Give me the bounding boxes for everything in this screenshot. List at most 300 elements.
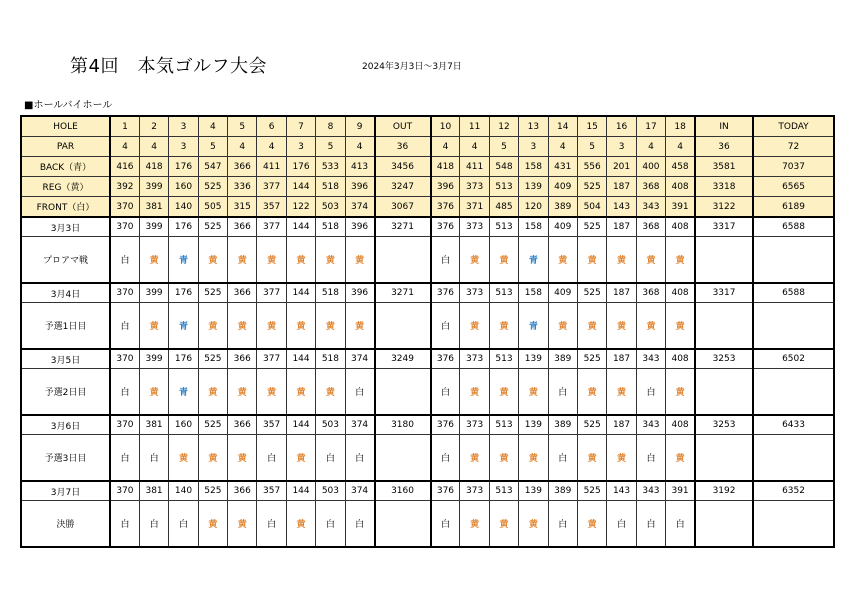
- hole-number: 10: [431, 116, 460, 137]
- hole-value: 518: [316, 283, 345, 303]
- row-label: REG（黄）: [21, 177, 110, 197]
- hole-value: 366: [228, 283, 257, 303]
- hole-value: 139: [519, 481, 548, 501]
- hole-value: 377: [257, 283, 286, 303]
- tee-marker: 白: [636, 369, 665, 416]
- hole-number: 6: [257, 116, 286, 137]
- hole-value: 5: [489, 137, 518, 157]
- in-total: 3581: [695, 157, 753, 177]
- out-total: 3160: [375, 481, 431, 501]
- tee-marker: 白: [139, 501, 168, 548]
- hole-value: 144: [286, 217, 315, 237]
- hole-value: 201: [607, 157, 636, 177]
- tee-marker: 黄: [636, 237, 665, 284]
- hole-value: 381: [139, 481, 168, 501]
- hole-value: 357: [257, 481, 286, 501]
- hole-value: 518: [316, 349, 345, 369]
- tee-marker: 黄: [198, 303, 227, 350]
- hole-number: 7: [286, 116, 315, 137]
- hole-value: 144: [286, 283, 315, 303]
- hole-value: 525: [198, 481, 227, 501]
- hole-value: 505: [198, 197, 227, 218]
- out-blank: [375, 303, 431, 350]
- hole-value: 4: [666, 137, 695, 157]
- day-tee-row: [21, 369, 834, 416]
- tee-marker: 黄: [548, 237, 577, 284]
- tee-marker: 黄: [548, 303, 577, 350]
- hole-value: 366: [228, 217, 257, 237]
- out-total: 3249: [375, 349, 431, 369]
- hole-value: 5: [198, 137, 227, 157]
- yardage-row: [21, 177, 834, 197]
- tee-marker: 黄: [316, 369, 345, 416]
- tee-marker: 黄: [489, 501, 518, 548]
- today-total: 7037: [753, 157, 834, 177]
- hole-value: 381: [139, 415, 168, 435]
- hole-value: 408: [666, 349, 695, 369]
- hole-number: 15: [577, 116, 606, 137]
- hole-value: 366: [228, 415, 257, 435]
- hole-value: 513: [489, 415, 518, 435]
- today-total: 72: [753, 137, 834, 157]
- hole-value: 374: [345, 349, 374, 369]
- tee-marker: 白: [257, 435, 286, 482]
- hole-value: 377: [257, 177, 286, 197]
- hole-value: 373: [460, 349, 489, 369]
- hole-number: 14: [548, 116, 577, 137]
- row-label: PAR: [21, 137, 110, 157]
- day-date: 3月5日: [21, 349, 110, 369]
- hole-value: 343: [636, 481, 665, 501]
- hole-value: 408: [666, 177, 695, 197]
- hole-number: 4: [198, 116, 227, 137]
- hole-value: 418: [139, 157, 168, 177]
- hole-value: 373: [460, 177, 489, 197]
- hole-by-hole-table: [20, 115, 835, 548]
- hole-value: 525: [198, 349, 227, 369]
- hole-value: 370: [110, 283, 139, 303]
- in-blank: [695, 435, 753, 482]
- hole-value: 4: [431, 137, 460, 157]
- hole-value: 368: [636, 283, 665, 303]
- hole-value: 187: [607, 349, 636, 369]
- today-total: 6588: [753, 217, 834, 237]
- today-blank: [753, 501, 834, 548]
- hole-value: 176: [286, 157, 315, 177]
- hole-value: 525: [198, 177, 227, 197]
- hole-value: 357: [257, 415, 286, 435]
- row-label: FRONT（白）: [21, 197, 110, 218]
- hole-value: 4: [636, 137, 665, 157]
- tee-marker: 黄: [139, 303, 168, 350]
- hole-number: 13: [519, 116, 548, 137]
- day-yardage-row: [21, 349, 834, 369]
- hole-value: 392: [110, 177, 139, 197]
- hole-number: 8: [316, 116, 345, 137]
- tee-marker: 黄: [636, 303, 665, 350]
- day-tee-row: [21, 435, 834, 482]
- hole-number: 2: [139, 116, 168, 137]
- hole-value: 376: [431, 481, 460, 501]
- hole-value: 373: [460, 415, 489, 435]
- hole-value: 158: [519, 157, 548, 177]
- hole-value: 503: [316, 197, 345, 218]
- in-blank: [695, 303, 753, 350]
- hole-value: 518: [316, 177, 345, 197]
- round-name: 予選3日目: [21, 435, 110, 482]
- today-total: 6565: [753, 177, 834, 197]
- hole-value: 411: [460, 157, 489, 177]
- in-total: 36: [695, 137, 753, 157]
- out-total: 3271: [375, 217, 431, 237]
- hole-value: 370: [110, 481, 139, 501]
- hole-value: 396: [345, 177, 374, 197]
- hole-value: 373: [460, 283, 489, 303]
- day-tee-row: [21, 501, 834, 548]
- tee-marker: 青: [169, 303, 198, 350]
- today-blank: [753, 303, 834, 350]
- tee-marker: 黄: [607, 303, 636, 350]
- tee-marker: 黄: [666, 303, 695, 350]
- tee-marker: 黄: [577, 435, 606, 482]
- tee-marker: 黄: [519, 369, 548, 416]
- hole-value: 556: [577, 157, 606, 177]
- out-total: 3067: [375, 197, 431, 218]
- tee-marker: 黄: [666, 237, 695, 284]
- hole-value: 376: [431, 349, 460, 369]
- tee-marker: 白: [431, 501, 460, 548]
- hole-value: 525: [577, 177, 606, 197]
- hole-value: 3: [607, 137, 636, 157]
- tee-marker: 黄: [257, 369, 286, 416]
- in-header: IN: [695, 116, 753, 137]
- hole-number: 9: [345, 116, 374, 137]
- hole-value: 391: [666, 197, 695, 218]
- round-name: プロアマ戦: [21, 237, 110, 284]
- hole-value: 381: [139, 197, 168, 218]
- hole-value: 396: [345, 217, 374, 237]
- tee-marker: 黄: [345, 237, 374, 284]
- tee-marker: 白: [431, 435, 460, 482]
- tee-marker: 白: [607, 501, 636, 548]
- tee-marker: 黄: [228, 435, 257, 482]
- hole-value: 139: [519, 177, 548, 197]
- tee-marker: 白: [548, 501, 577, 548]
- hole-value: 5: [577, 137, 606, 157]
- hole-value: 503: [316, 481, 345, 501]
- hole-value: 525: [198, 415, 227, 435]
- hole-value: 315: [228, 197, 257, 218]
- hole-value: 160: [169, 415, 198, 435]
- tee-marker: 黄: [286, 303, 315, 350]
- today-total: 6189: [753, 197, 834, 218]
- tee-marker: 黄: [519, 501, 548, 548]
- hole-value: 4: [228, 137, 257, 157]
- hole-value: 368: [636, 217, 665, 237]
- hole-value: 366: [228, 157, 257, 177]
- hole-value: 368: [636, 177, 665, 197]
- hole-value: 485: [489, 197, 518, 218]
- hole-value: 389: [548, 481, 577, 501]
- out-total: 3247: [375, 177, 431, 197]
- tee-marker: 黄: [286, 237, 315, 284]
- tee-marker: 黄: [345, 303, 374, 350]
- tee-marker: 黄: [460, 435, 489, 482]
- tee-marker: 白: [110, 369, 139, 416]
- tee-marker: 黄: [489, 303, 518, 350]
- tee-marker: 黄: [577, 501, 606, 548]
- in-blank: [695, 237, 753, 284]
- hole-value: 548: [489, 157, 518, 177]
- hole-value: 513: [489, 481, 518, 501]
- hole-value: 409: [548, 283, 577, 303]
- tee-marker: 黄: [460, 237, 489, 284]
- tee-marker: 白: [110, 303, 139, 350]
- hole-number: 5: [228, 116, 257, 137]
- hole-value: 357: [257, 197, 286, 218]
- hole-value: 399: [139, 283, 168, 303]
- hole-number: 3: [169, 116, 198, 137]
- hole-value: 4: [345, 137, 374, 157]
- hole-value: 396: [431, 177, 460, 197]
- out-total: 3180: [375, 415, 431, 435]
- hole-number: 17: [636, 116, 665, 137]
- tee-marker: 白: [636, 501, 665, 548]
- in-total: 3317: [695, 283, 753, 303]
- tee-marker: 黄: [286, 369, 315, 416]
- hole-value: 399: [139, 349, 168, 369]
- tee-marker: 黄: [228, 303, 257, 350]
- hole-value: 400: [636, 157, 665, 177]
- tee-marker: 黄: [286, 501, 315, 548]
- in-total: 3122: [695, 197, 753, 218]
- hole-value: 525: [577, 481, 606, 501]
- hole-value: 144: [286, 481, 315, 501]
- tee-marker: 黄: [666, 369, 695, 416]
- tee-marker: 白: [548, 369, 577, 416]
- today-blank: [753, 435, 834, 482]
- in-total: 3253: [695, 349, 753, 369]
- hole-value: 391: [666, 481, 695, 501]
- round-name: 予選1日目: [21, 303, 110, 350]
- tee-marker: 黄: [257, 237, 286, 284]
- hole-value: 408: [666, 217, 695, 237]
- tee-marker: 黄: [577, 237, 606, 284]
- today-total: 6433: [753, 415, 834, 435]
- hole-value: 5: [316, 137, 345, 157]
- hole-value: 139: [519, 415, 548, 435]
- out-total: 3271: [375, 283, 431, 303]
- hole-value: 122: [286, 197, 315, 218]
- hole-value: 4: [110, 137, 139, 157]
- tee-marker: 白: [345, 369, 374, 416]
- hole-number: 1: [110, 116, 139, 137]
- hole-value: 374: [345, 197, 374, 218]
- hole-value: 187: [607, 415, 636, 435]
- tee-marker: 黄: [577, 303, 606, 350]
- tee-marker: 黄: [489, 435, 518, 482]
- day-date: 3月3日: [21, 217, 110, 237]
- hole-value: 525: [577, 217, 606, 237]
- hole-value: 376: [431, 217, 460, 237]
- tee-marker: 黄: [198, 501, 227, 548]
- hole-value: 525: [198, 217, 227, 237]
- hole-value: 144: [286, 349, 315, 369]
- tee-marker: 白: [666, 501, 695, 548]
- out-header: OUT: [375, 116, 431, 137]
- out-blank: [375, 237, 431, 284]
- today-header: TODAY: [753, 116, 834, 137]
- day-date: 3月7日: [21, 481, 110, 501]
- hole-value: 4: [257, 137, 286, 157]
- hole-value: 370: [110, 349, 139, 369]
- row-label: BACK（青）: [21, 157, 110, 177]
- out-blank: [375, 369, 431, 416]
- day-yardage-row: [21, 283, 834, 303]
- yardage-row: [21, 197, 834, 218]
- date-range: 2024年3月3日～3月7日: [362, 62, 462, 72]
- out-blank: [375, 435, 431, 482]
- tee-marker: 黄: [139, 369, 168, 416]
- tee-marker: 白: [431, 369, 460, 416]
- hole-value: 343: [636, 415, 665, 435]
- hole-value: 144: [286, 177, 315, 197]
- hole-value: 376: [431, 415, 460, 435]
- tee-marker: 白: [548, 435, 577, 482]
- tee-marker: 黄: [607, 237, 636, 284]
- hole-value: 143: [607, 481, 636, 501]
- page-title: 第4回 本気ゴルフ大会: [70, 56, 267, 77]
- tee-marker: 青: [519, 237, 548, 284]
- hole-value: 370: [110, 217, 139, 237]
- in-total: 3317: [695, 217, 753, 237]
- hole-value: 187: [607, 217, 636, 237]
- today-total: 6588: [753, 283, 834, 303]
- tee-marker: 黄: [577, 369, 606, 416]
- today-total: 6502: [753, 349, 834, 369]
- hole-value: 371: [460, 197, 489, 218]
- hole-value: 408: [666, 415, 695, 435]
- hole-value: 140: [169, 481, 198, 501]
- tee-marker: 黄: [228, 237, 257, 284]
- tee-marker: 黄: [198, 237, 227, 284]
- hole-value: 513: [489, 283, 518, 303]
- hole-value: 373: [460, 481, 489, 501]
- tee-marker: 黄: [666, 435, 695, 482]
- hole-value: 377: [257, 349, 286, 369]
- hole-value: 4: [548, 137, 577, 157]
- in-total: 3192: [695, 481, 753, 501]
- today-blank: [753, 237, 834, 284]
- hole-value: 143: [607, 197, 636, 218]
- hole-value: 513: [489, 349, 518, 369]
- hole-value: 377: [257, 217, 286, 237]
- hole-value: 409: [548, 217, 577, 237]
- hole-value: 176: [169, 349, 198, 369]
- round-name: 決勝: [21, 501, 110, 548]
- tee-marker: 白: [316, 435, 345, 482]
- hole-value: 409: [548, 177, 577, 197]
- out-total: 3456: [375, 157, 431, 177]
- hole-value: 366: [228, 349, 257, 369]
- day-yardage-row: [21, 481, 834, 501]
- yardage-row: [21, 157, 834, 177]
- hole-value: 418: [431, 157, 460, 177]
- hole-value: 373: [460, 217, 489, 237]
- tee-marker: 青: [169, 237, 198, 284]
- tee-marker: 黄: [198, 435, 227, 482]
- hole-value: 139: [519, 349, 548, 369]
- tee-marker: 黄: [489, 369, 518, 416]
- out-total: 36: [375, 137, 431, 157]
- in-blank: [695, 501, 753, 548]
- today-total: 6352: [753, 481, 834, 501]
- day-yardage-row: [21, 415, 834, 435]
- tee-marker: 白: [431, 237, 460, 284]
- hole-value: 4: [139, 137, 168, 157]
- tee-marker: 白: [139, 435, 168, 482]
- hole-value: 4: [460, 137, 489, 157]
- row-label: HOLE: [21, 116, 110, 137]
- tee-marker: 白: [345, 435, 374, 482]
- out-blank: [375, 501, 431, 548]
- hole-value: 513: [489, 217, 518, 237]
- hole-value: 158: [519, 283, 548, 303]
- hole-value: 503: [316, 415, 345, 435]
- hole-value: 525: [577, 415, 606, 435]
- hole-value: 370: [110, 197, 139, 218]
- hole-value: 3: [169, 137, 198, 157]
- hole-value: 518: [316, 217, 345, 237]
- today-blank: [753, 369, 834, 416]
- hole-value: 431: [548, 157, 577, 177]
- hole-value: 176: [169, 283, 198, 303]
- section-label: ■ホールバイホール: [24, 100, 113, 111]
- hole-value: 120: [519, 197, 548, 218]
- tee-marker: 黄: [228, 369, 257, 416]
- yardage-row: [21, 137, 834, 157]
- tee-marker: 白: [110, 435, 139, 482]
- hole-value: 399: [139, 177, 168, 197]
- tee-marker: 黄: [316, 237, 345, 284]
- hole-value: 389: [548, 197, 577, 218]
- tee-marker: 黄: [460, 369, 489, 416]
- hole-value: 504: [577, 197, 606, 218]
- hole-number: 16: [607, 116, 636, 137]
- tee-marker: 白: [345, 501, 374, 548]
- hole-value: 343: [636, 197, 665, 218]
- in-total: 3318: [695, 177, 753, 197]
- in-blank: [695, 369, 753, 416]
- day-yardage-row: [21, 217, 834, 237]
- hole-value: 187: [607, 283, 636, 303]
- tee-marker: 黄: [228, 501, 257, 548]
- hole-value: 160: [169, 177, 198, 197]
- tee-marker: 青: [519, 303, 548, 350]
- hole-value: 408: [666, 283, 695, 303]
- hole-value: 158: [519, 217, 548, 237]
- hole-value: 513: [489, 177, 518, 197]
- tee-marker: 白: [257, 501, 286, 548]
- tee-marker: 黄: [286, 435, 315, 482]
- tee-marker: 黄: [519, 435, 548, 482]
- hole-value: 389: [548, 349, 577, 369]
- hole-value: 140: [169, 197, 198, 218]
- hole-value: 389: [548, 415, 577, 435]
- hole-value: 366: [228, 481, 257, 501]
- tee-marker: 白: [316, 501, 345, 548]
- day-tee-row: [21, 237, 834, 284]
